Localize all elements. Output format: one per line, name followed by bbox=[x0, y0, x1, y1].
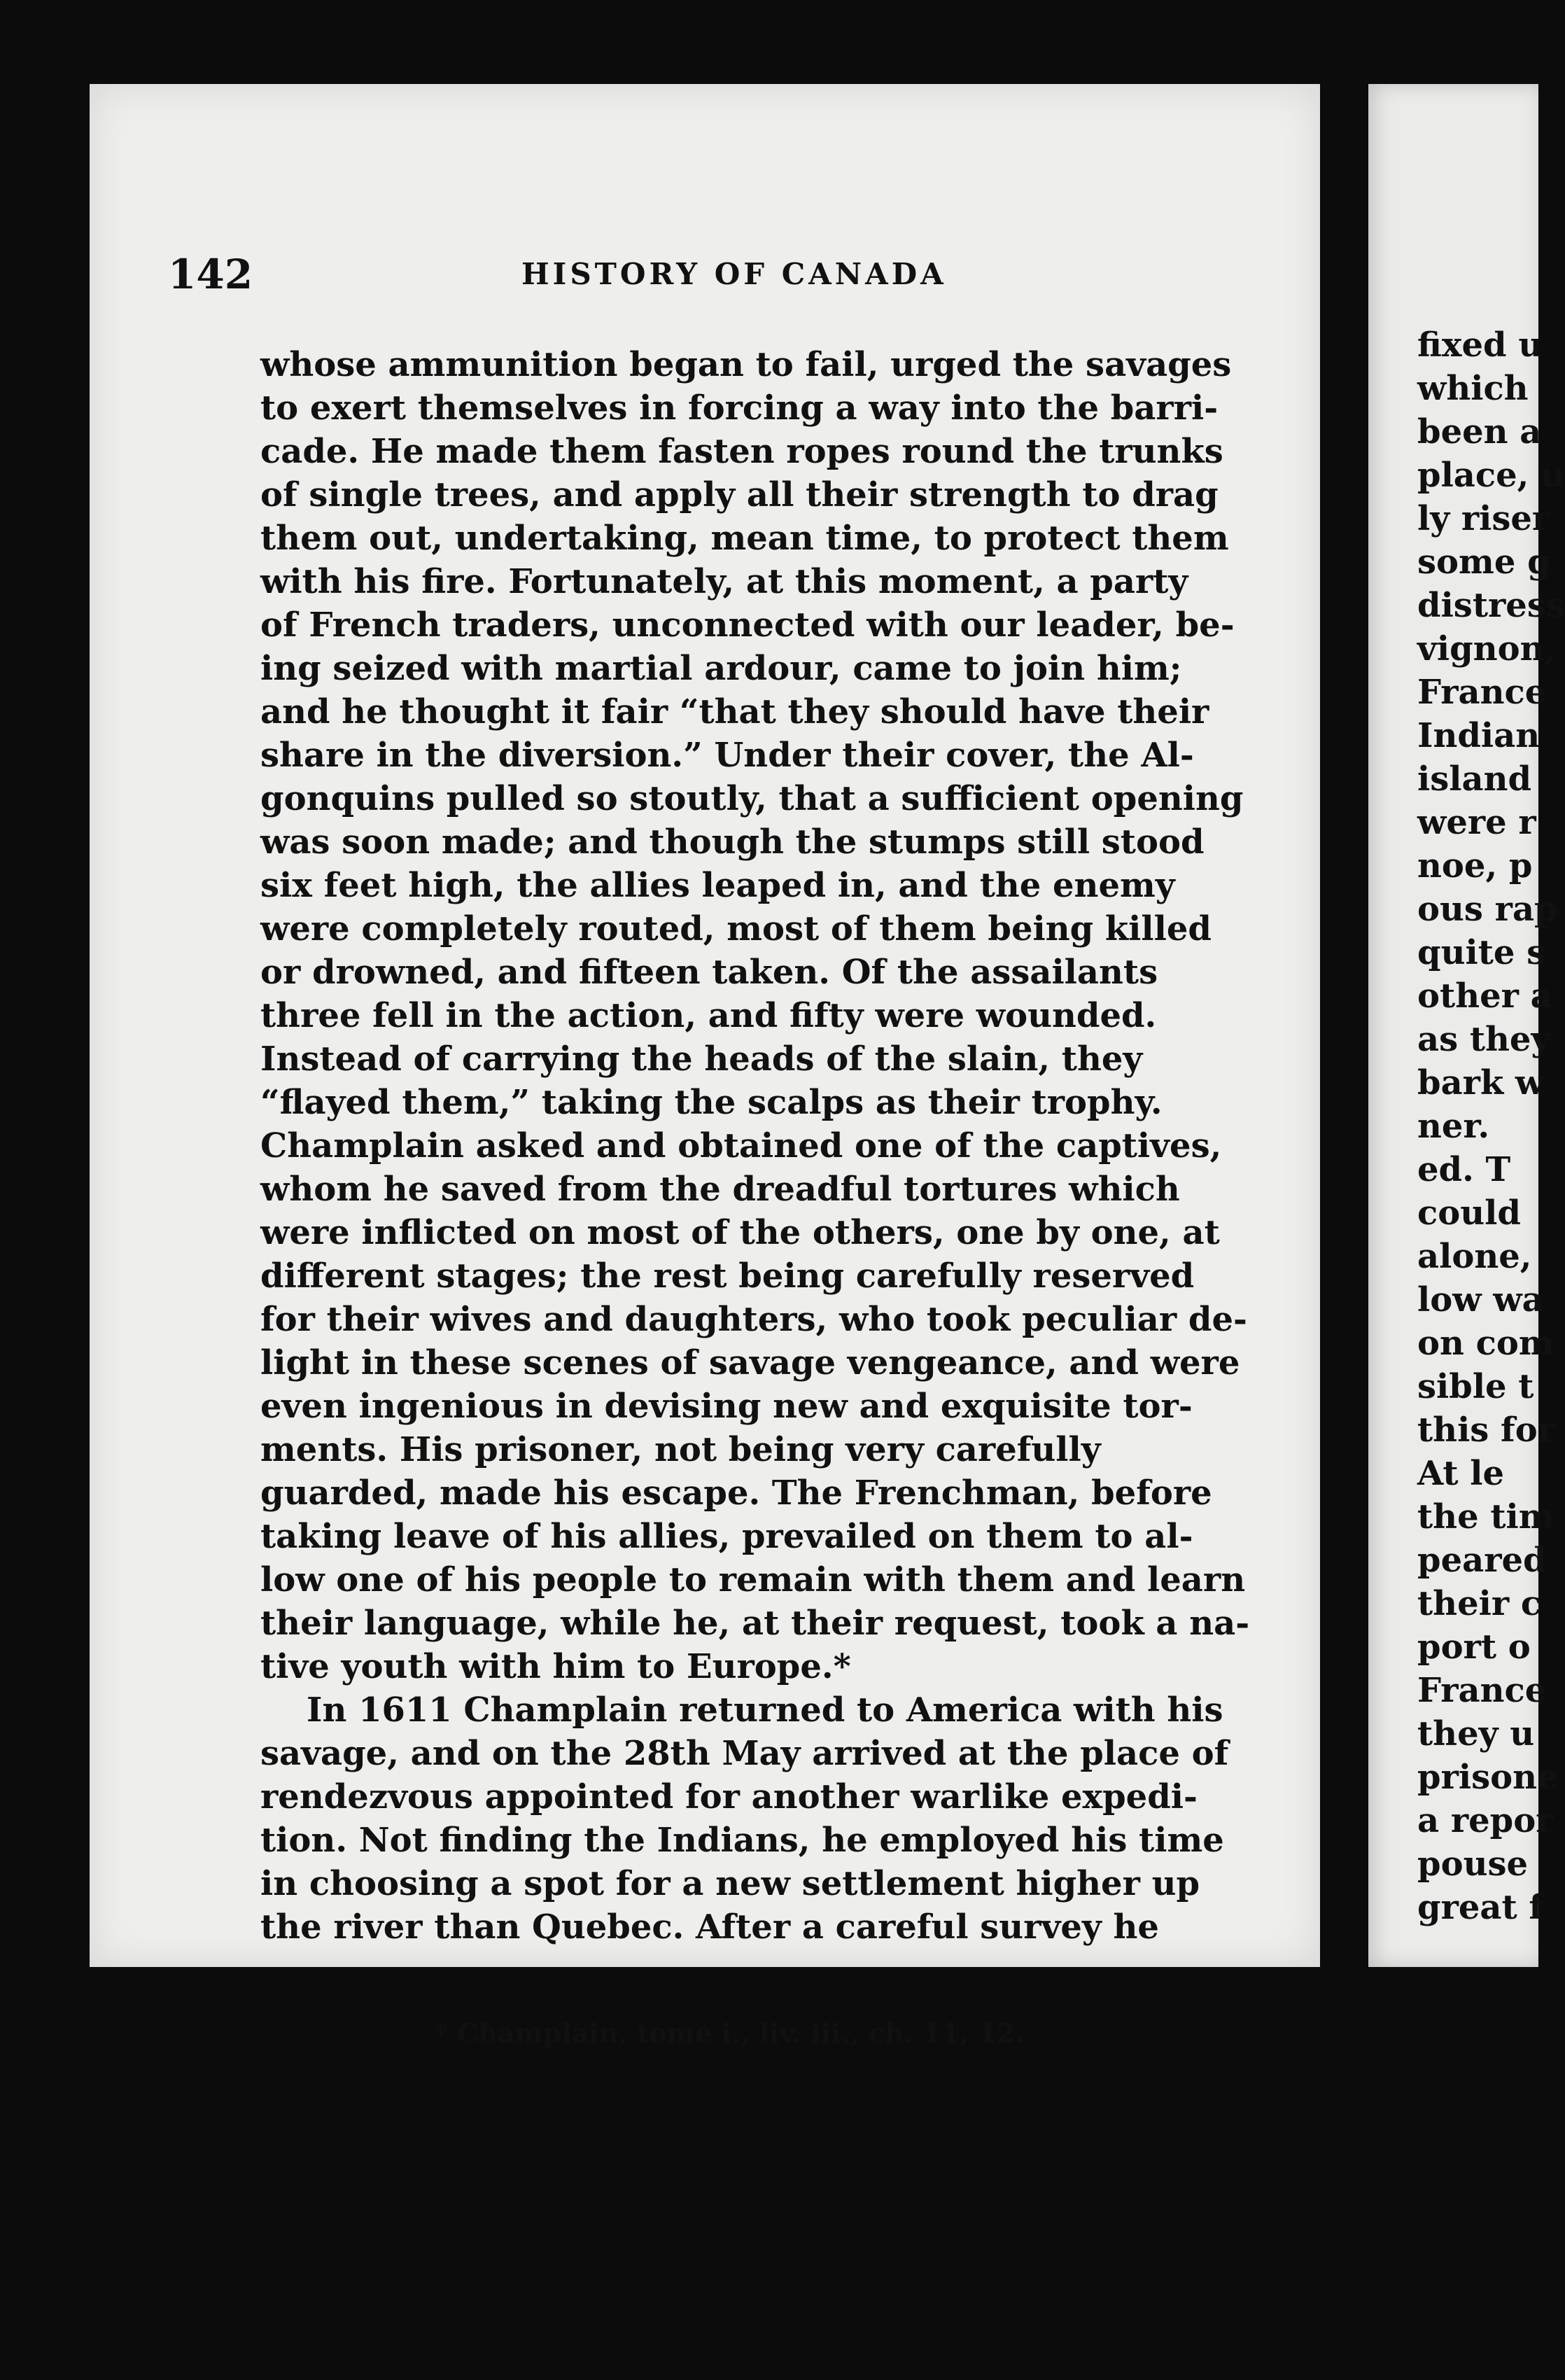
facing-line: which bbox=[1417, 369, 1529, 408]
facing-line: port o bbox=[1417, 1628, 1531, 1667]
running-head: HISTORY OF CANADA bbox=[521, 257, 947, 291]
text-line: guarded, made his escape. The Frenchman, before bbox=[260, 1474, 1212, 1513]
facing-line: they u bbox=[1417, 1714, 1535, 1754]
facing-line: been a bbox=[1417, 412, 1542, 451]
facing-line: the tim bbox=[1417, 1497, 1555, 1536]
text-line: whom he saved from the dreadful tortures which bbox=[260, 1170, 1180, 1209]
text-line: them out, undertaking, mean time, to protect them bbox=[260, 519, 1229, 558]
text-line: light in these scenes of savage vengeance, and were bbox=[260, 1343, 1240, 1382]
text-line: whose ammunition began to fail, urged the savages bbox=[260, 345, 1232, 384]
facing-line: bark w bbox=[1417, 1063, 1545, 1102]
facing-line: France bbox=[1417, 673, 1547, 712]
text-line: of single trees, and apply all their strength to drag bbox=[260, 475, 1219, 514]
facing-line: place, u bbox=[1417, 456, 1565, 495]
text-line: different stages; the rest being carefully reserved bbox=[260, 1256, 1195, 1296]
facing-line: their c bbox=[1417, 1584, 1542, 1623]
facing-line: on com bbox=[1417, 1324, 1555, 1363]
text-line: of French traders, unconnected with our leader, be- bbox=[260, 606, 1235, 645]
facing-line: France bbox=[1417, 1671, 1547, 1710]
text-line: low one of his people to remain with them and learn bbox=[260, 1560, 1246, 1600]
facing-line: ous rap bbox=[1417, 890, 1558, 929]
footnote: * Champlain, tome i., liv. iii., ch. 11, 12. bbox=[434, 2017, 1025, 2049]
text-line: ing seized with martial ardour, came to join him; bbox=[260, 649, 1182, 688]
paragraph-start-line: In 1611 Champlain returned to America with his bbox=[307, 1690, 1223, 1730]
facing-line: quite s bbox=[1417, 933, 1546, 972]
text-line: were completely routed, most of them being killed bbox=[260, 909, 1212, 948]
facing-line: ner. bbox=[1417, 1107, 1490, 1146]
facing-line: other a bbox=[1417, 976, 1552, 1016]
facing-line: ed. T bbox=[1417, 1150, 1511, 1189]
facing-line: were r bbox=[1417, 803, 1536, 842]
text-line: with his fire. Fortunately, at this moment, a party bbox=[260, 562, 1188, 601]
text-line: their language, while he, at their request, took a na- bbox=[260, 1604, 1250, 1643]
text-line: Champlain asked and obtained one of the captives, bbox=[260, 1126, 1222, 1166]
text-line: gonquins pulled so stoutly, that a sufficient opening bbox=[260, 779, 1244, 818]
text-line: Instead of carrying the heads of the slain, they bbox=[260, 1040, 1143, 1079]
facing-line: could bbox=[1417, 1194, 1521, 1233]
text-line: to exert themselves in forcing a way into the barri- bbox=[260, 388, 1219, 428]
facing-line: island bbox=[1417, 760, 1532, 799]
text-line: the river than Quebec. After a careful survey he bbox=[260, 1907, 1159, 1947]
facing-line: pouse bbox=[1417, 1844, 1529, 1884]
text-line: savage, and on the 28th May arrived at the place of bbox=[260, 1734, 1229, 1773]
facing-line: At le bbox=[1417, 1454, 1505, 1493]
text-line: taking leave of his allies, prevailed on them to al- bbox=[260, 1517, 1193, 1556]
facing-line: this for bbox=[1417, 1410, 1555, 1450]
text-line: and he thought it fair “that they should have their bbox=[260, 692, 1209, 732]
facing-line: distress bbox=[1417, 586, 1565, 625]
text-line: were inflicted on most of the others, one by one, at bbox=[260, 1213, 1220, 1252]
facing-line: prisone bbox=[1417, 1758, 1559, 1797]
text-line: share in the diversion.” Under their cover, the Al- bbox=[260, 736, 1194, 775]
facing-page-text bbox=[1417, 323, 1565, 1929]
page-number: 142 bbox=[168, 251, 253, 298]
facing-line: some g bbox=[1417, 542, 1551, 582]
facing-line: noe, p bbox=[1417, 846, 1533, 886]
text-line: even ingenious in devising new and exquisite tor- bbox=[260, 1387, 1193, 1426]
text-line: tive youth with him to Europe.* bbox=[260, 1647, 851, 1686]
text-line: cade. He made them fasten ropes round the trunks bbox=[260, 432, 1223, 471]
text-line: tion. Not finding the Indians, he employed his time bbox=[260, 1821, 1224, 1860]
text-line: in choosing a spot for a new settlement higher up bbox=[260, 1864, 1200, 1903]
text-line: rendezvous appointed for another warlike expedi- bbox=[260, 1777, 1198, 1816]
facing-line: peared bbox=[1417, 1541, 1547, 1580]
text-line: or drowned, and fifteen taken. Of the assailants bbox=[260, 953, 1158, 992]
facing-line: as they bbox=[1417, 1020, 1551, 1059]
facing-line: alone, bbox=[1417, 1237, 1532, 1276]
facing-line: a repor bbox=[1417, 1801, 1554, 1840]
text-line: six feet high, the allies leaped in, and the enemy bbox=[260, 866, 1175, 905]
facing-line: ly riser bbox=[1417, 499, 1550, 538]
facing-line: sible t bbox=[1417, 1367, 1534, 1406]
facing-line: fixed u bbox=[1417, 326, 1543, 365]
text-line: was soon made; and though the stumps still stood bbox=[260, 822, 1205, 862]
text-line: for their wives and daughters, who took peculiar de- bbox=[260, 1300, 1247, 1339]
page-header bbox=[168, 246, 987, 302]
facing-line: Indian bbox=[1417, 716, 1541, 755]
facing-line: vignon, bbox=[1417, 629, 1557, 668]
facing-line: low wa bbox=[1417, 1280, 1544, 1320]
facing-line: great f bbox=[1417, 1888, 1544, 1927]
text-line: ments. His prisoner, not being very carefully bbox=[260, 1430, 1101, 1469]
text-line: “flayed them,” taking the scalps as their trophy. bbox=[260, 1083, 1163, 1122]
text-line: three fell in the action, and fifty were wounded. bbox=[260, 996, 1157, 1035]
body-text bbox=[260, 343, 1268, 1949]
